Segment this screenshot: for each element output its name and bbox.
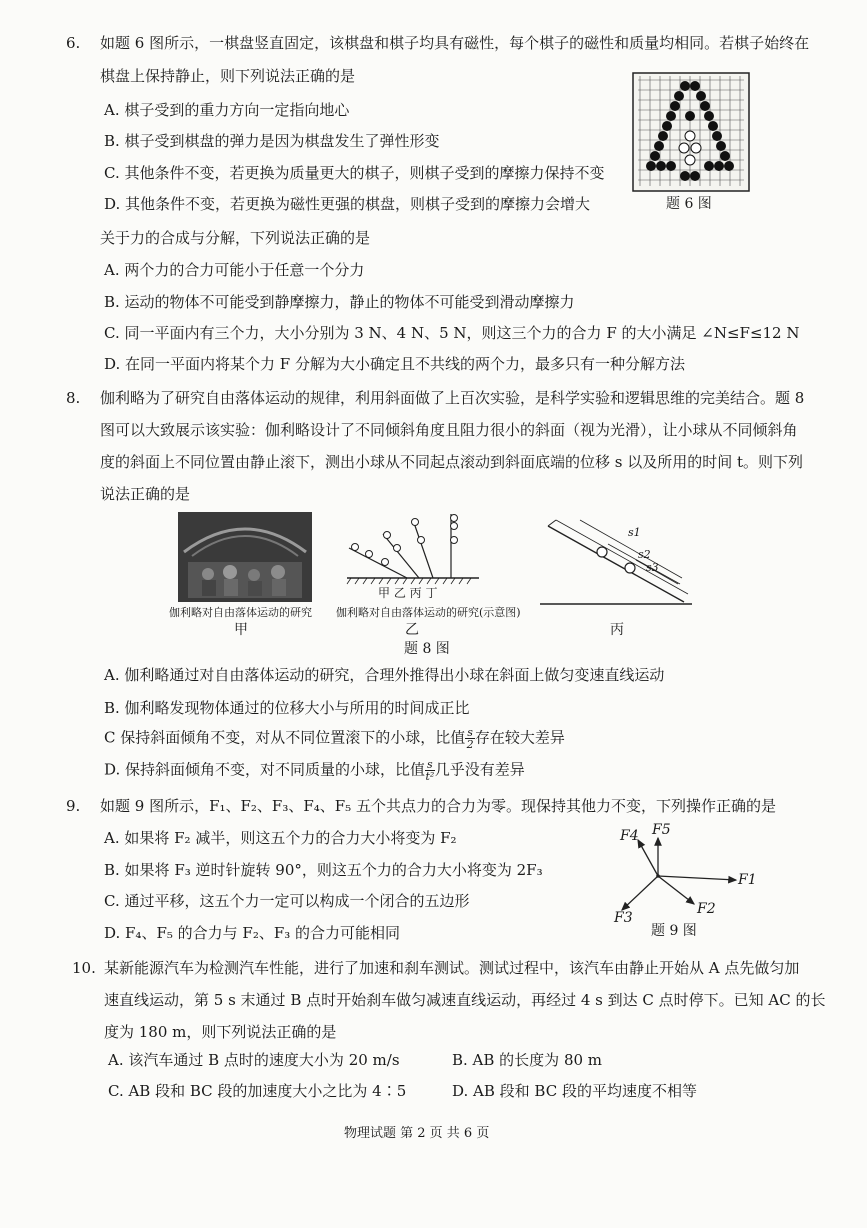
question-7-option-d: D. 在同一平面内将某个力 F 分解为大小确定且不共线的两个力，最多只有一种分解方法	[104, 355, 685, 373]
ratio-fraction-d	[425, 759, 435, 782]
question-10-stem-line2: 速直线运动，第 5 s 末通过 B 点时开始刹车做匀减速直线运动，再经过 4 s 到达 C 点时停下。已知 AC 的长	[104, 991, 826, 1009]
f5-label: F5	[652, 822, 671, 838]
option-d-prefix: D. 保持斜面倾角不变，对不同质量的小球，比值	[104, 760, 426, 779]
figure-8a-caption: 伽利略对自由落体运动的研究	[169, 606, 312, 619]
f1-label: F1	[738, 872, 757, 888]
figure-9-caption: 题 9 图	[651, 923, 697, 939]
f2-label: F2	[697, 901, 716, 917]
question-8-option-d	[104, 759, 525, 789]
question-7-option-b: B. 运动的物体不可能受到静摩擦力，静止的物体不可能受到滑动摩擦力	[104, 293, 575, 311]
incline-displacement-diagram	[536, 510, 696, 610]
question-9-stem: 如题 9 图所示，F₁、F₂、F₃、F₄、F₅ 五个共点力的合力为零。现保持其他力不变，下列操作正确的是	[100, 797, 776, 815]
question-6-option-c: C. 其他条件不变，若更换为质量更大的棋子，则棋子受到的摩擦力保持不变	[104, 164, 605, 182]
page-footer: 物理试题 第 2 页 共 6 页	[344, 1126, 490, 1141]
f4-label: F4	[620, 828, 639, 844]
question-8-number: 8.	[66, 389, 81, 407]
s1-label: s1	[628, 526, 641, 539]
figure-6-caption: 题 6 图	[666, 196, 712, 212]
question-10-stem-line1: 某新能源汽车为检测汽车性能，进行了加速和刹车测试。测试过程中，该汽车由静止开始从 A 点先做匀加	[104, 959, 800, 977]
question-8-stem-line3: 度的斜面上不同位置由静止滚下，测出小球从不同起点滚动到斜面底端的位移 s 以及所用的时间 t。则下列	[100, 453, 804, 471]
question-9-option-d: D. F₄、F₅ 的合力与 F₂、F₃ 的合力可能相同	[104, 924, 401, 942]
figure-8-caption: 题 8 图	[404, 641, 450, 657]
question-6-number: 6.	[66, 34, 81, 52]
question-6-option-a: A. 棋子受到的重力方向一定指向地心	[104, 101, 350, 119]
question-7-option-a: A. 两个力的合力可能小于任意一个分力	[104, 261, 365, 279]
question-10-option-c: C. AB 段和 BC 段的加速度大小之比为 4∶5	[108, 1082, 407, 1100]
question-6-stem-line1: 如题 6 图所示，一棋盘竖直固定，该棋盘和棋子均具有磁性，每个棋子的磁性和质量均相同。若棋子始终在	[100, 34, 810, 52]
question-10-option-b: B. AB 的长度为 80 m	[452, 1051, 603, 1069]
s2-label: s2	[638, 548, 651, 561]
question-8-stem-line2: 图可以大致展示该实验：伽利略设计了不同倾斜角度且阻力很小的斜面（视为光滑），让小球从不同倾斜角	[100, 421, 798, 439]
question-8-stem-line1: 伽利略为了研究自由落体运动的规律，利用斜面做了上百次实验，是科学实验和逻辑思维的完美结合。题 8	[100, 389, 805, 407]
fraction-c-numerator: s	[467, 726, 473, 739]
figure-8b-label: 乙	[405, 622, 419, 638]
question-10-stem-line3: 度为 180 m，则下列说法正确的是	[104, 1023, 337, 1041]
question-9-option-b: B. 如果将 F₃ 逆时针旋转 90°，则这五个力的合力大小将变为 2F₃	[104, 861, 543, 879]
figure-8a-label: 甲	[234, 622, 248, 638]
galileo-painting-image	[178, 512, 312, 602]
figure-8b-marks: 甲 乙 丙 丁	[378, 586, 438, 600]
fraction-d-numerator: s	[427, 758, 433, 771]
fraction-d-denominator: t²	[425, 770, 435, 783]
figure-8b-caption: 伽利略对自由落体运动的研究(示意图)	[336, 606, 521, 619]
f3-label: F3	[614, 910, 633, 926]
option-c-suffix: 存在较大差异	[474, 728, 565, 747]
question-9-option-c: C. 通过平移，这五个力一定可以构成一个闭合的五边形	[104, 892, 470, 910]
option-c-prefix: C 保持斜面倾角不变，对从不同位置滚下的小球，比值	[104, 728, 466, 747]
question-6-option-d: D. 其他条件不变，若更换为磁性更强的棋盘，则棋子受到的摩擦力会增大	[104, 195, 591, 213]
question-8-stem-line4: 说法正确的是	[100, 485, 191, 503]
ratio-fraction-c	[465, 727, 475, 750]
option-d-suffix: 几乎没有差异	[434, 760, 525, 779]
question-10-option-a: A. 该汽车通过 B 点时的速度大小为 20 m/s	[108, 1051, 400, 1069]
question-6-stem-line2: 棋盘上保持静止，则下列说法正确的是	[100, 67, 356, 85]
question-6-option-b: B. 棋子受到棋盘的弹力是因为棋盘发生了弹性形变	[104, 132, 440, 150]
fraction-c-denominator: 2	[466, 738, 474, 751]
question-8-option-c	[104, 727, 565, 757]
question-9-option-a: A. 如果将 F₂ 减半，则这五个力的合力大小将变为 F₂	[104, 829, 457, 847]
question-8-option-a: A. 伽利略通过对自由落体运动的研究，合理外推得出小球在斜面上做匀变速直线运动	[104, 666, 665, 684]
question-7-stem: 关于力的合成与分解，下列说法正确的是	[100, 229, 371, 247]
question-9-number: 9.	[66, 797, 81, 815]
question-7-option-c: C. 同一平面内有三个力，大小分别为 3 N、4 N、5 N，则这三个力的合力 F 的大小满足 ∠N≤F≤12 N	[104, 324, 800, 342]
question-8-option-b: B. 伽利略发现物体通过的位移大小与所用的时间成正比	[104, 699, 470, 717]
question-10-number: 10.	[72, 959, 96, 977]
question-10-option-d: D. AB 段和 BC 段的平均速度不相等	[452, 1082, 697, 1100]
s3-label: s3	[646, 561, 659, 574]
go-board-figure	[632, 72, 750, 192]
figure-8c-label: 丙	[610, 622, 624, 638]
